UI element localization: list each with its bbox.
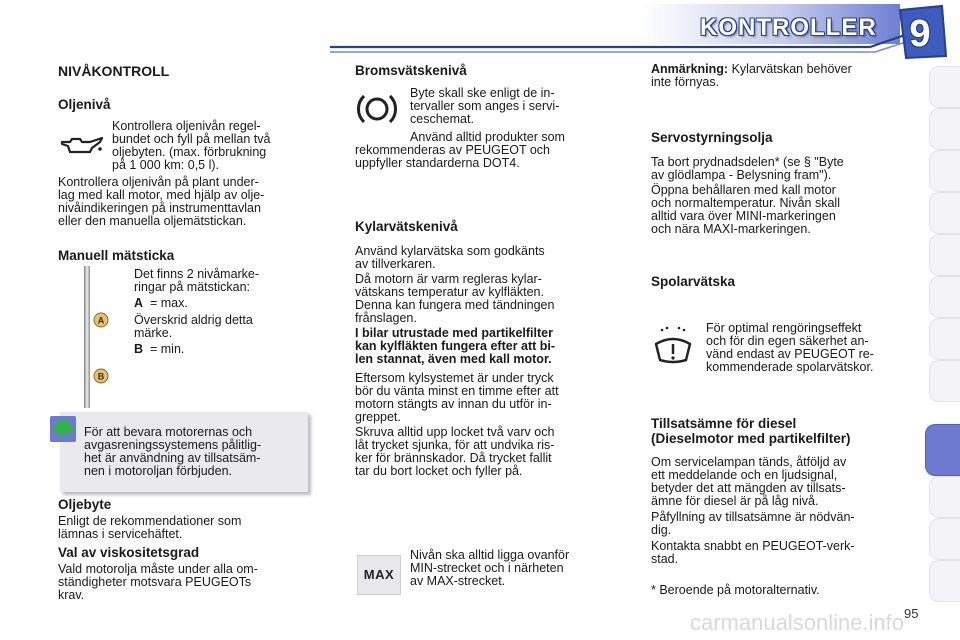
coolant-p1 — [355, 245, 606, 271]
additive-p1 — [651, 456, 903, 508]
text-line: bundet och fyll på mellan två — [112, 132, 271, 146]
text-line: rekommenderas av PEUGEOT och — [355, 143, 550, 157]
text-line: tervaller som anges i servi- — [410, 99, 560, 113]
viscosity-text — [58, 563, 308, 602]
heading-line: (Dieselmotor med partikelfilter) — [651, 431, 851, 446]
text-line: Påfyllning av tillsatsämne är nödvän- — [651, 510, 855, 524]
text-line: låt trycket sjunka, för att undvika ris- — [355, 438, 555, 452]
dipstick-warning — [134, 314, 308, 340]
heading-coolant: Kylarvätskenivå — [355, 219, 458, 234]
heading-diesel-additive — [651, 416, 851, 446]
side-tab-2[interactable] — [929, 108, 960, 150]
text-line: ceschemat. — [410, 112, 474, 126]
side-tab-active[interactable] — [925, 424, 960, 476]
text-line: kan kylfläkten fungera efter att bi- — [355, 339, 556, 353]
brake-text — [410, 87, 606, 126]
dipstick-mark-b: B — [97, 371, 105, 382]
text-line: I bilar utrustade med partikelfilter — [355, 326, 553, 340]
text-line: len stannat, även med kall motor. — [355, 352, 552, 366]
heading-oil-change: Oljebyte — [58, 497, 112, 512]
text-line: av tillverkaren. — [355, 257, 436, 271]
washer-text — [706, 322, 904, 374]
heading-brake-fluid: Bromsvätskenivå — [355, 63, 467, 78]
text-line: Då motorn är varm regleras kylar- — [355, 272, 542, 286]
dipstick-b-line — [134, 343, 308, 356]
oil-change-text — [58, 515, 308, 541]
steering-p2 — [651, 184, 903, 236]
heading-power-steering: Servostyrningsolja — [651, 130, 773, 145]
text-line: Använd alltid produkter som — [410, 130, 565, 144]
text-line: kommenderade spolarvätskor. — [706, 360, 874, 374]
dipstick-a-line — [134, 297, 308, 310]
chapter-number: 9 — [909, 13, 931, 55]
side-tab-8[interactable] — [929, 360, 960, 402]
text-line: avgasreningssystemens pålitlig- — [84, 438, 262, 452]
side-tab-4[interactable] — [929, 192, 960, 234]
tree-icon — [50, 416, 76, 442]
text-line: Skruva alltid upp locket två varv och — [355, 425, 555, 439]
text-line: Kontakta snabbt en PEUGEOT-verk- — [651, 539, 855, 553]
text-line: frånslagen. — [355, 311, 417, 325]
additive-p3 — [651, 540, 903, 566]
text-line: het är användning av tillsatsäm- — [84, 451, 261, 465]
note-text — [84, 426, 304, 478]
text-line: Använd kylarvätska som godkänts — [355, 244, 545, 258]
text-line: tar du bort locket och fyller på. — [355, 464, 523, 478]
brake-warning-icon — [356, 92, 398, 126]
side-tab-12[interactable] — [929, 560, 960, 602]
text-line: vätskans temperatur av kylfläkten. — [355, 285, 544, 299]
text-line: För att bevara motorernas och — [84, 425, 253, 439]
text-line: lag med kall motor, med hjälp av olje- — [58, 188, 265, 202]
text-line: greppet. — [355, 410, 401, 424]
text-line: Öppna behållaren med kall motor — [651, 183, 836, 197]
text-line: Enligt de rekommendationer som — [58, 514, 242, 528]
text-line: ämne för diesel är på låg nivå. — [651, 494, 819, 508]
side-tab-10[interactable] — [929, 476, 960, 518]
text-line: Om servicelampan tänds, åtföljd av — [651, 455, 847, 469]
key-b: B — [134, 342, 144, 356]
side-tab-3[interactable] — [929, 150, 960, 192]
text-line: För optimal rengöringseffekt — [706, 321, 862, 335]
key-a: A — [134, 296, 144, 310]
text-line: av glödlampa - Belysning fram"). — [651, 168, 832, 182]
dipstick-mark-a: A — [97, 315, 105, 326]
chapter-title: KONTROLLER — [700, 14, 877, 41]
max-text — [410, 549, 606, 588]
coolant-p2 — [355, 273, 606, 325]
side-tab-11[interactable] — [929, 518, 960, 560]
heading-line: Tillsatsämne för diesel — [651, 416, 797, 431]
text-line: Vald motorolja måste under alla om- — [58, 562, 258, 576]
text-line: och nära MAXI-markeringen. — [651, 222, 811, 236]
text-line: av MAX-strecket. — [410, 574, 506, 588]
text-line: motorn stängts av innan du utför in- — [355, 397, 552, 411]
heading-washer-fluid: Spolarvätska — [651, 274, 736, 289]
text-line: Kontrollera oljenivån regel- — [112, 119, 261, 133]
text-line: MIN-strecket och i närheten — [410, 561, 564, 575]
text-line: vänd endast av PEUGEOT re- — [706, 347, 874, 361]
coolant-p5 — [355, 426, 606, 478]
text-line: ker för brännskador. Då trycket fallit — [355, 451, 552, 465]
text-line: ringar på mätstickan: — [134, 280, 251, 294]
text-line: dig. — [651, 523, 672, 537]
heading-dipstick: Manuell mätsticka — [58, 248, 175, 263]
page-number: 95 — [904, 606, 919, 621]
section-title-nivakontroll: NIVÅKONTROLL — [58, 63, 170, 79]
text-line: nen i motoroljan förbjuden. — [84, 464, 233, 478]
text-a: = max. — [149, 296, 188, 310]
text-line: stad. — [651, 552, 679, 566]
text-line: märke. — [134, 326, 173, 340]
text-line: oljebyten. (max. förbrukning — [112, 145, 267, 159]
text-line: och för din egen säkerhet an- — [706, 334, 869, 348]
dipstick-image — [80, 266, 114, 408]
steering-p1 — [651, 156, 903, 182]
watermark: carmanualsonline.info — [690, 610, 905, 635]
text-line: på 1 000 km: 0,5 l). — [112, 158, 220, 172]
text-line: nivåindikeringen på instrumenttavlan — [58, 201, 261, 215]
text-line: Kylarvätskan behöver — [731, 62, 852, 76]
text-line: uppfyller standarderna DOT4. — [355, 156, 520, 170]
text-line: betyder det att mängden av tillsats- — [651, 481, 846, 495]
side-tab-1[interactable] — [929, 66, 960, 108]
max-badge — [357, 555, 401, 595]
side-tab-6[interactable] — [929, 276, 960, 318]
text-line: Ta bort prydnadsdelen* (se § "Byte — [651, 155, 844, 169]
text-line: Kontrollera oljenivån på plant under- — [58, 175, 259, 189]
heading-oil-level: Oljenivå — [58, 97, 111, 112]
remark-label: Anmärkning: — [651, 62, 729, 76]
dipstick-intro — [134, 268, 308, 294]
text-line: Det finns 2 nivåmarke- — [134, 267, 260, 281]
oil-level-para — [58, 176, 308, 228]
text-line: alltid vara över MINI-markeringen — [651, 209, 836, 223]
text-line: och normaltemperatur. Nivån skall — [651, 196, 840, 210]
text-line: Överskrid aldrig detta — [134, 313, 253, 327]
text-line: bör du vänta minst en timme efter att — [355, 384, 559, 398]
remark-text — [651, 63, 903, 89]
text-line: Byte skall ske enligt de in- — [410, 86, 555, 100]
text-b: = min. — [149, 342, 185, 356]
washer-fluid-icon — [652, 324, 694, 368]
brake-para — [355, 131, 606, 170]
text-line: ständigheter motsvara PEUGEOTs — [58, 575, 252, 589]
text-line: inte förnyas. — [651, 75, 720, 89]
max-label: MAX — [363, 567, 395, 582]
side-tab-7[interactable] — [929, 318, 960, 360]
coolant-p3-bold — [355, 327, 606, 366]
text-line: lämnas i servicehäftet. — [58, 527, 183, 541]
oil-level-text — [112, 120, 308, 172]
heading-viscosity: Val av viskositetsgrad — [58, 545, 200, 560]
text-line: krav. — [58, 588, 85, 602]
text-line: ett meddelande och en ljudsignal, — [651, 468, 838, 482]
text-line: eller den manuella oljemätstickan. — [58, 214, 247, 228]
oil-can-icon — [60, 134, 104, 158]
text-line: Nivån ska alltid ligga ovanför — [410, 548, 570, 562]
coolant-p4 — [355, 372, 606, 424]
additive-p2 — [651, 511, 903, 537]
side-tab-5[interactable] — [929, 234, 960, 276]
text-line: Eftersom kylsystemet är under tryck — [355, 371, 554, 385]
footnote: * Beroende på motoralternativ. — [651, 583, 820, 597]
text-line: Denna kan fungera med tändningen — [355, 298, 555, 312]
